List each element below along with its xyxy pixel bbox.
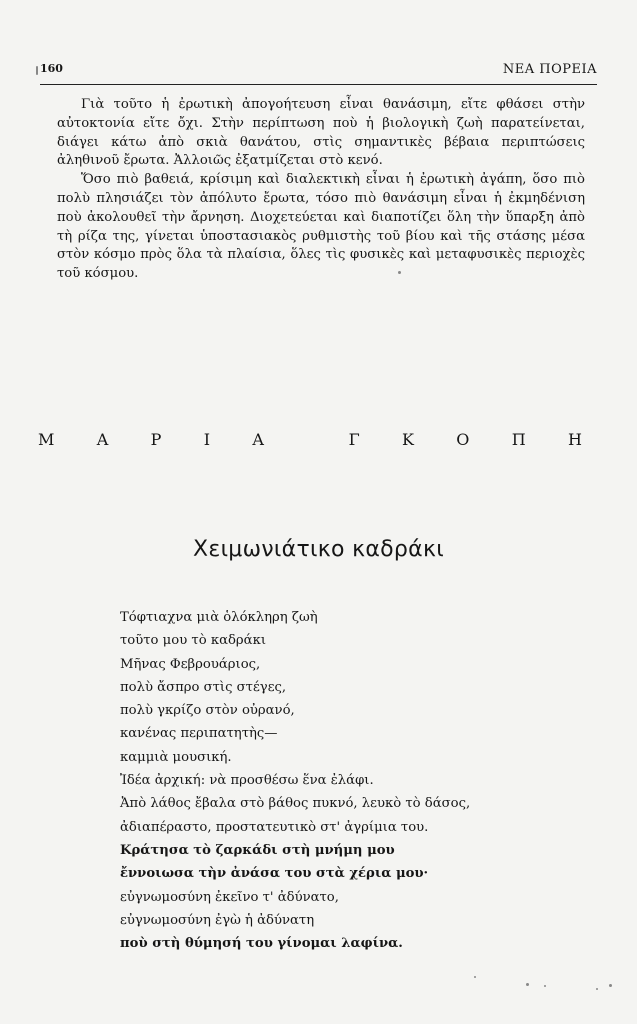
scan-speck (596, 988, 598, 990)
poem-line: Μῆνας Φεβρουάριος, (120, 656, 261, 672)
author-letter: Ο (456, 430, 470, 449)
scan-speck (36, 66, 38, 75)
author-letter: Π (511, 430, 526, 449)
essay-paragraph: Γιὰ τοῦτο ἡ ἐρωτικὴ ἀπογοήτευση εἶναι θανάσιμη, εἴτε φθάσει στὴν αὐτοκτονία εἴτε ὄχι. Στὴν περίπτωση ποὺ ἡ βιολογικὴ ζωὴ παρατείνεται, διάγει κάτω ἀπὸ σκιὰ θανάτου, στὶς σημαντικὲς βέβαια περιπτώσεις ἀληθινοῦ ἔρωτα. Ἀλλοιῶς ἐξατμίζεται στὸ κενό. (57, 97, 585, 169)
author-name (38, 430, 582, 449)
poem-line: ἀδιαπέραστο, προστατευτικὸ στ' ἀγρίμια του. (120, 819, 429, 835)
author-letter: Κ (402, 430, 414, 449)
poem-body (120, 606, 600, 955)
scan-speck (544, 985, 546, 987)
poem-line: κανένας περιπατητὴς— (120, 726, 278, 742)
poem-line: ἔννοιωσα τὴν ἀνάσα του στὰ χέρια μου· (120, 866, 429, 882)
poem-line: πολὺ ἄσπρο στὶς στέγες, (120, 679, 287, 695)
poem-line: ποὺ στὴ θύμησή του γίνομαι λαφίνα. (120, 936, 403, 952)
author-letter: Ι (203, 430, 211, 449)
poem-line: Κράτησα τὸ ζαρκάδι στὴ μνήμη μου (120, 842, 395, 858)
running-header (40, 62, 597, 82)
poem-line: εὐγνωμοσύνη ἐγὼ ἡ ἀδύνατη (120, 912, 315, 928)
essay-text (57, 96, 585, 284)
author-letter: Α (252, 430, 264, 449)
author-letter: Γ (348, 430, 360, 449)
page-number: 160 (40, 62, 63, 75)
journal-name: ΝΕΑ ΠΟΡΕΙΑ (502, 62, 597, 77)
scan-speck (526, 983, 529, 986)
author-letter: Ρ (150, 430, 162, 449)
author-letter: Α (96, 430, 109, 449)
essay-paragraph: Ὅσο πιὸ βαθειά, κρίσιμη καὶ διαλεκτικὴ εἶναι ἡ ἐρωτικὴ ἀγάπη, ὅσο πιὸ πολὺ πλησιάζει τὸν ἀπόλυτο ἔρωτα, τόσο πιὸ θανάσιμη εἶναι ἡ ἐκμηδένιση ποὺ ἀκολουθεῖ τὴν ἄρνηση. Διοχετεύεται καὶ διαποτίζει ὅλη τὴν ὕπαρξη ἀπὸ τὴ ρίζα της, γίνεται ὑποστασιακὸς ρυθμιστὴς τοῦ βίου καὶ τῆς στάσης μέσα στὸν κόσμο πρὸς ὅλα τὰ πλαίσια, ὅλες τὶς φυσικὲς καὶ μεταφυσικὲς περιοχὲς τοῦ κόσμου. (57, 172, 585, 282)
author-letter: Η (568, 430, 582, 449)
poem-line: καμμιὰ μουσική. (120, 749, 232, 765)
poem-title: Χειμωνιάτικο καδράκι (193, 537, 444, 562)
poem-line: Ἀπὸ λάθος ἔβαλα στὸ βάθος πυκνό, λευκὸ τὸ δάσος, (120, 796, 471, 812)
poem-line: πολὺ γκρίζο στὸν οὐρανό, (120, 703, 295, 719)
header-rule (40, 84, 597, 85)
poem-line: Ἰδέα ἀρχική: νὰ προσθέσω ἕνα ἐλάφι. (120, 773, 374, 789)
author-letter: Μ (38, 430, 55, 449)
scan-speck (398, 271, 401, 274)
poem-line: τοῦτο μου τὸ καδράκι (120, 633, 266, 649)
poem-line: Τόφτιαχνα μιὰ ὁλόκληρη ζωὴ (120, 610, 318, 625)
scan-speck (474, 976, 476, 978)
poem-line: εὐγνωμοσύνη ἐκεῖνο τ' ἀδύνατο, (120, 889, 339, 905)
scan-speck (609, 984, 612, 987)
